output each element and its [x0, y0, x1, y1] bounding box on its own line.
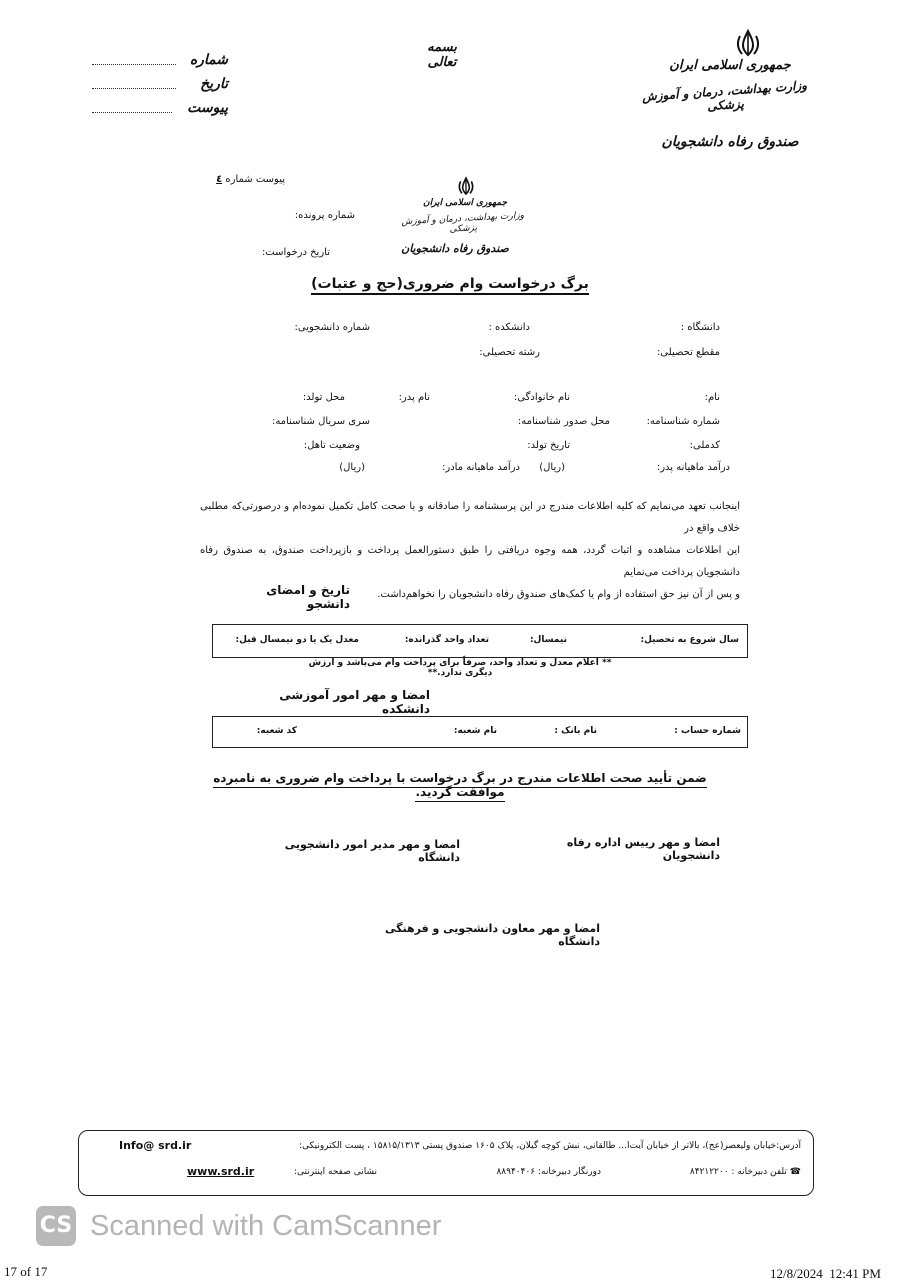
file-number-label: شماره پرونده:: [294, 210, 355, 221]
basmala: بسمه تعالی: [427, 40, 457, 70]
rial-1: (ریال): [539, 462, 565, 473]
account-number-label: شماره حساب :: [674, 726, 741, 736]
father-name-label: نام پدر:: [398, 392, 430, 403]
request-date-label: تاریخ درخواست:: [261, 247, 330, 258]
id-issue-place-label: محل صدور شناسنامه:: [517, 416, 610, 427]
student-number-label: شماره دانشجویی:: [294, 322, 370, 333]
start-year-label: سال شروع به تحصیل:: [640, 635, 739, 645]
birth-place-label: محل تولد:: [302, 392, 345, 403]
family-name-label: نام خانوادگی:: [513, 392, 570, 403]
small-letterhead-line2: وزارت بهداشت، درمان و آموزش پزشکی: [401, 210, 525, 235]
print-datetime: 12/8/2024 12:41 PM: [770, 1266, 881, 1281]
semester-label: نیمسال:: [529, 635, 567, 645]
form-title: برگ درخواست وام ضروری(حج و عتبات): [311, 276, 589, 295]
branch-code-label: کد شعبه:: [256, 726, 297, 736]
national-code-label: کدملی:: [689, 440, 720, 451]
rial-2: (ریال): [339, 462, 365, 473]
footer-phone: ☎ تلفن دبیرخانه : ۸۴۲۱۲۲۰۰: [689, 1167, 801, 1177]
id-number-label: شماره شناسنامه:: [646, 416, 720, 427]
footer-website: www.srd.ir: [187, 1165, 255, 1178]
sign-welfare-head: امضا و مهر رییس اداره رفاه دانشجویان: [566, 836, 720, 862]
small-letterhead-line3: صندوق رفاه دانشجویان: [401, 242, 509, 255]
student-signature-label: تاریخ و امضای دانشجو: [266, 583, 350, 611]
footer-fax: دورنگار دبیرخانه: ۸۸۹۴۰۴۰۶: [496, 1167, 601, 1177]
page-count: 17 of 17: [4, 1264, 48, 1279]
attachment-number: پیوست شماره ٤: [216, 174, 285, 185]
faculty-label: دانشکده :: [488, 322, 530, 333]
letterhead-line2: وزارت بهداشت، درمان و آموزش پزشکی: [641, 78, 808, 114]
approval-text: ضمن تأیید صحت اطلاعات مندرج در برگ درخواست با پرداخت وام ضروری به نامبرده موافقت گردید.: [213, 771, 707, 802]
degree-label: مقطع تحصیلی:: [656, 347, 720, 358]
phone-icon: ☎: [789, 1167, 801, 1177]
birth-date-label: تاریخ تولد:: [527, 440, 570, 451]
field-attachment: پیوست: [88, 98, 228, 122]
field-date: تاریخ: [88, 74, 228, 98]
camscanner-watermark: Scanned with CamScanner: [90, 1210, 442, 1242]
university-label: دانشگاه :: [680, 322, 720, 333]
footer-website-label: نشانی صفحه اینترنتی:: [294, 1167, 377, 1177]
footer-address: آدرس:خیابان ولیعصر(عج)، بالاتر از خیابان آیت‌ا... طالقانی، نبش کوچه گیلان، پلاک ۱۶۰۵ صندوق پستی ۱۵۸۱۵/۱۳۱۳ ، پست الکترونیکی:: [299, 1141, 801, 1151]
sign-student-affairs: امضا و مهر مدیر امور دانشجویی دانشگاه: [284, 838, 460, 864]
major-label: رشته تحصیلی:: [479, 347, 540, 358]
id-serial-label: سری سریال شناسنامه:: [271, 416, 370, 427]
bank-name-label: نام بانک :: [554, 726, 597, 736]
branch-name-label: نام شعبه:: [453, 726, 497, 736]
gpa-label: معدل یک یا دو نیمسال قبل:: [235, 635, 359, 645]
father-income-label: درآمد ماهیانه پدر:: [656, 462, 730, 473]
letterhead-line3: صندوق رفاه دانشجویان: [661, 134, 799, 150]
declaration: اینجانب تعهد می‌نمایم که کلیه اطلاعات مندرج در این پرسشنامه را صادقانه و با صحت کامل تکمیل نموده‌ام و درصورتی‌که مطلبی خلاف واقع در این اطلاعات مشاهده و اثبات گردد، همه وجوه دریافتی را طبق دستورالعمل پرداخت و بازپرداخت صندوق، به صندوق رفاه دانشجویان پرداخت می‌نمایم و پس از آن نیز حق استفاده از وام یا کمک‌های صندوق رفاه دانشجویان را نخواهم‌داشت.: [200, 501, 740, 600]
footer-email: Info@ srd.ir: [119, 1139, 192, 1152]
bank-box: [212, 716, 748, 748]
letterhead-line1: جمهوری اسلامی ایران: [669, 58, 791, 73]
footer-box: [78, 1130, 814, 1196]
small-iran-emblem-icon: [456, 176, 476, 200]
camscanner-logo-icon: CS: [36, 1206, 76, 1246]
name-label: نام:: [704, 392, 720, 403]
iran-emblem-icon: [733, 28, 763, 62]
faculty-signature-label: امضا و مهر امور آموزشی دانشکده: [279, 688, 430, 716]
top-left-fields: [88, 50, 228, 122]
units-passed-label: تعداد واحد گذرانده:: [404, 635, 489, 645]
field-number: شماره: [88, 50, 228, 74]
mother-income-label: درآمد ماهیانه مادر:: [442, 462, 520, 473]
sign-deputy: امضا و مهر معاون دانشجویی و فرهنگی دانشگاه: [384, 922, 600, 948]
small-letterhead-line1: جمهوری اسلامی ایران: [422, 198, 508, 208]
marital-status-label: وضعیت تاهل:: [303, 440, 360, 451]
education-box: [212, 624, 748, 658]
education-note: ** اعلام معدل و تعداد واحد، صرفاً برای پرداخت وام می‌باشد و ارزش دیگری ندارد.**: [308, 658, 612, 678]
